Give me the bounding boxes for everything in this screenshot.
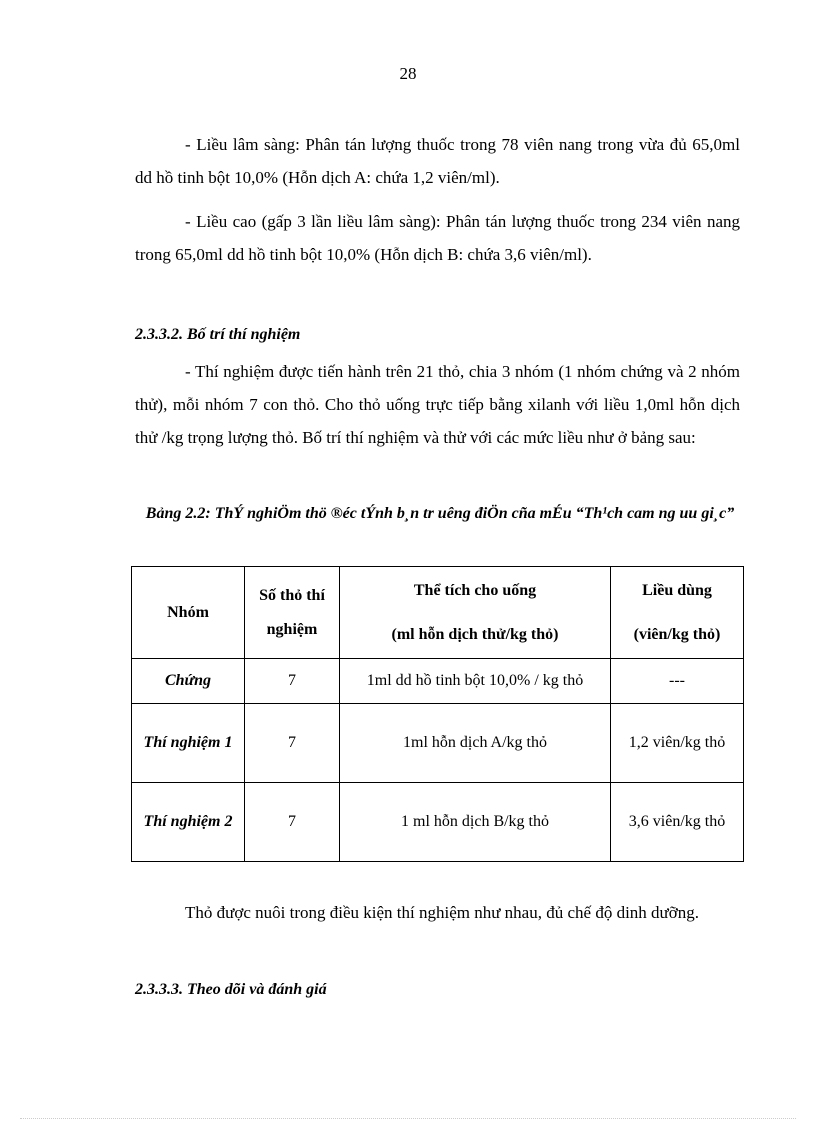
table-row	[132, 783, 744, 862]
cell-dose: 1,2 viên/kg thỏ	[611, 704, 744, 783]
section-heading-monitoring: 2.3.3.3. Theo dõi và đánh giá	[135, 981, 327, 998]
paragraph-clinical-dose: - Liều lâm sàng: Phân tán lượng thuốc trong 78 viên nang trong vừa đủ 65,0ml dd hồ tinh bột 10,0% (Hỗn dịch A: chứa 1,2 viên/ml).	[135, 135, 740, 187]
header-volume	[340, 567, 611, 659]
header-count: Số thỏ thí nghiệm	[245, 567, 340, 659]
cell-count: 7	[245, 704, 340, 783]
section-heading-experiment-setup: 2.3.3.2. Bố trí thí nghiệm	[135, 326, 301, 343]
header-volume-line1: Thể tích cho uống	[413, 581, 537, 599]
table-row	[132, 704, 744, 783]
cell-dose: 3,6 viên/kg thỏ	[611, 783, 744, 862]
header-dose	[611, 567, 744, 659]
page-number: 28	[399, 64, 417, 83]
footer-divider	[20, 1118, 796, 1119]
cell-group: Thí nghiệm 1	[132, 704, 245, 783]
table-header-row	[132, 567, 744, 659]
cell-group: Thí nghiệm 2	[132, 783, 245, 862]
cell-count: 7	[245, 783, 340, 862]
table-caption: Bảng 2.2: ThÝ nghiÖm thö ®éc tÝnh b¸n tr uêng điÖn cña mÉu “Th¹ch cam ng uu gi¸c”	[145, 505, 735, 522]
paragraph-experiment-description: - Thí nghiệm được tiến hành trên 21 thỏ, chia 3 nhóm (1 nhóm chứng và 2 nhóm thử), mỗi nhóm 7 con thỏ. Cho thỏ uống trực tiếp bằng xilanh với liều 1,0ml hỗn dịch thử /kg trọng lượng thỏ. Bố trí thí nghiệm và thử với các mức liều như ở bảng sau:	[135, 362, 740, 447]
experiment-table	[131, 566, 744, 862]
header-dose-line2: (viên/kg thỏ)	[633, 625, 721, 643]
paragraph-rearing-conditions: Thỏ được nuôi trong điều kiện thí nghiệm như nhau, đủ chế độ dinh dưỡng.	[185, 903, 699, 922]
cell-volume: 1 ml hỗn dịch B/kg thỏ	[340, 783, 611, 862]
cell-volume: 1ml dd hồ tinh bột 10,0% / kg thỏ	[340, 659, 611, 704]
cell-count: 7	[245, 659, 340, 704]
cell-volume: 1ml hỗn dịch A/kg thỏ	[340, 704, 611, 783]
table-row	[132, 659, 744, 704]
header-dose-line1: Liều dùng	[642, 581, 712, 599]
paragraph-high-dose: - Liều cao (gấp 3 lần liều lâm sàng): Phân tán lượng thuốc trong 234 viên nang trong 65,0ml dd hồ tinh bột 10,0% (Hỗn dịch B: chứa 3,6 viên/ml).	[135, 212, 740, 264]
cell-group: Chứng	[132, 659, 245, 704]
header-group: Nhóm	[132, 567, 245, 659]
header-volume-line2: (ml hỗn dịch thử/kg thỏ)	[391, 625, 559, 643]
cell-dose: ---	[611, 659, 744, 704]
